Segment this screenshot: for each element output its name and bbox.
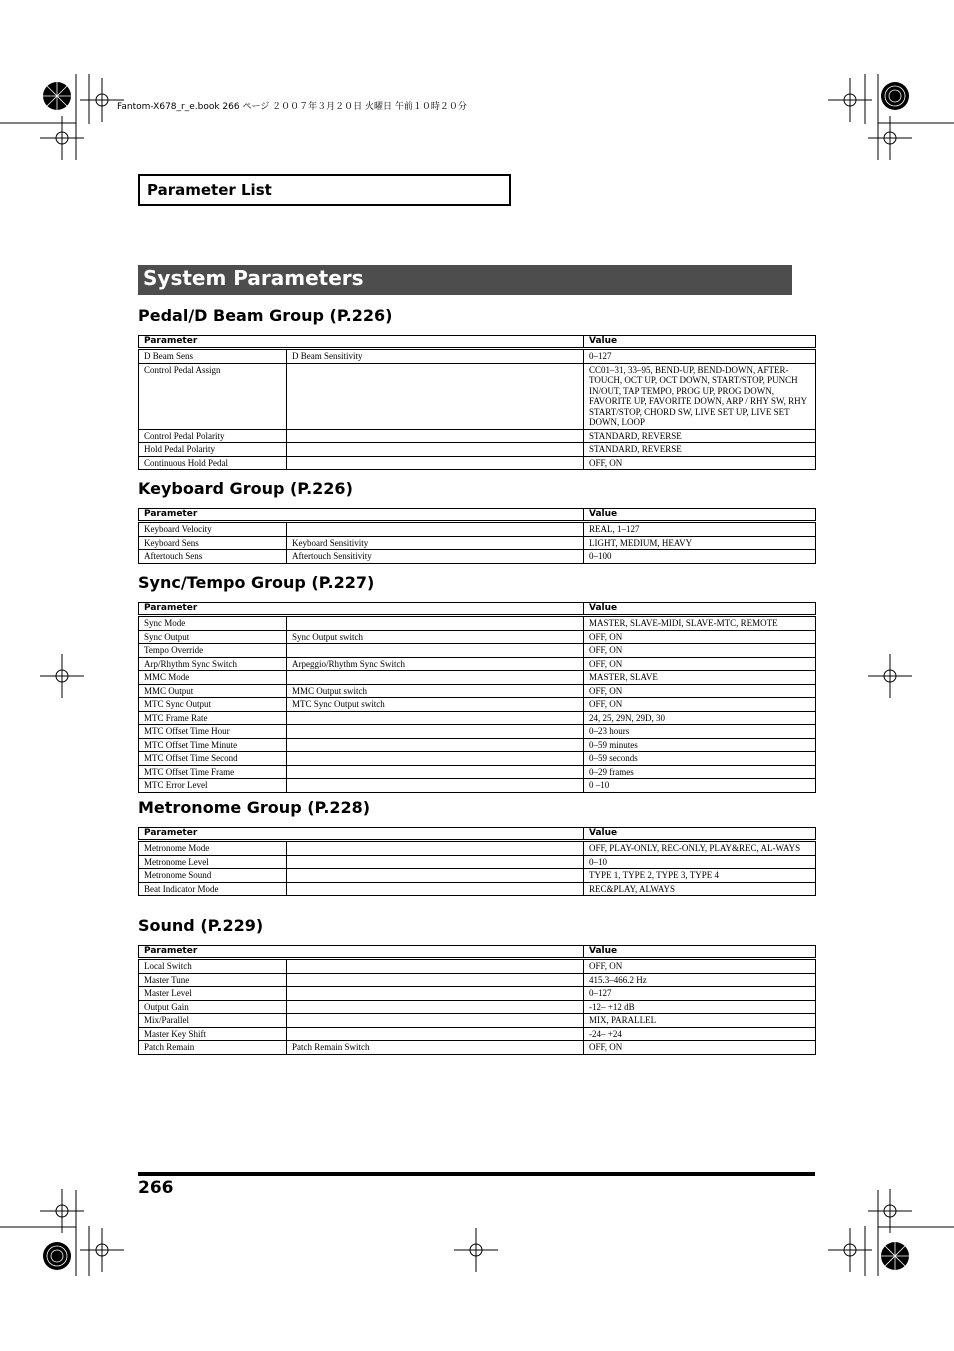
table-row <box>139 349 816 364</box>
table-header-row <box>139 336 816 349</box>
parameter-name: Hold Pedal Polarity <box>139 443 287 457</box>
column-header-parameter: Parameter <box>139 603 584 616</box>
column-header-value: Value <box>584 603 816 616</box>
parameter-value: TYPE 1, TYPE 2, TYPE 3, TYPE 4 <box>584 869 816 883</box>
table-row <box>139 443 816 457</box>
table-header-row <box>139 509 816 522</box>
parameter-value: OFF, ON <box>584 644 816 658</box>
parameter-description <box>287 855 584 869</box>
group-title: Sync/Tempo Group (P.227) <box>138 573 375 592</box>
parameter-value: -12– +12 dB <box>584 1000 816 1014</box>
parameter-description <box>287 752 584 766</box>
parameter-value: 0–23 hours <box>584 725 816 739</box>
parameter-value: -24– +24 <box>584 1027 816 1041</box>
table-row <box>139 841 816 856</box>
parameter-value: 0–59 minutes <box>584 738 816 752</box>
parameter-description <box>287 765 584 779</box>
group-title: Keyboard Group (P.226) <box>138 479 353 498</box>
chapter-header-box <box>138 174 511 206</box>
parameter-table <box>138 508 816 564</box>
parameter-name: Aftertouch Sens <box>139 550 287 564</box>
table-row <box>139 725 816 739</box>
parameter-description: Arpeggio/Rhythm Sync Switch <box>287 657 584 671</box>
parameter-description <box>287 959 584 974</box>
parameter-name: MTC Offset Time Hour <box>139 725 287 739</box>
table-row <box>139 684 816 698</box>
parameter-name: Keyboard Velocity <box>139 522 287 537</box>
parameter-name: Beat Indicator Mode <box>139 882 287 896</box>
parameter-description <box>287 644 584 658</box>
parameter-value: LIGHT, MEDIUM, HEAVY <box>584 536 816 550</box>
table-row <box>139 738 816 752</box>
parameter-value: REAL, 1–127 <box>584 522 816 537</box>
parameter-name: Output Gain <box>139 1000 287 1014</box>
table-row <box>139 536 816 550</box>
parameter-description: MTC Sync Output switch <box>287 698 584 712</box>
column-header-value: Value <box>584 336 816 349</box>
parameter-name: Control Pedal Assign <box>139 363 287 429</box>
table-row <box>139 671 816 685</box>
section-title: System Parameters <box>143 266 364 290</box>
parameter-value: STANDARD, REVERSE <box>584 443 816 457</box>
table-header-row <box>139 946 816 959</box>
parameter-description <box>287 987 584 1001</box>
parameter-value: 0–59 seconds <box>584 752 816 766</box>
parameter-name: Metronome Sound <box>139 869 287 883</box>
parameter-value: OFF, ON <box>584 657 816 671</box>
parameter-description <box>287 1027 584 1041</box>
parameter-name: Master Key Shift <box>139 1027 287 1041</box>
parameter-name: MMC Mode <box>139 671 287 685</box>
parameter-table <box>138 602 816 793</box>
table-row <box>139 1014 816 1028</box>
table-row <box>139 973 816 987</box>
parameter-description: Sync Output switch <box>287 630 584 644</box>
parameter-value: OFF, ON <box>584 630 816 644</box>
table-row <box>139 429 816 443</box>
parameter-description <box>287 725 584 739</box>
column-header-value: Value <box>584 509 816 522</box>
parameter-name: D Beam Sens <box>139 349 287 364</box>
parameter-name: Tempo Override <box>139 644 287 658</box>
parameter-value: 0–127 <box>584 349 816 364</box>
footer-rule <box>138 1172 815 1176</box>
table-row <box>139 1000 816 1014</box>
chapter-label: Parameter List <box>147 181 272 199</box>
parameter-value: REC&PLAY, ALWAYS <box>584 882 816 896</box>
column-header-value: Value <box>584 828 816 841</box>
table-row <box>139 644 816 658</box>
page-number: 266 <box>138 1178 174 1198</box>
parameter-description <box>287 973 584 987</box>
parameter-description <box>287 616 584 631</box>
parameter-table <box>138 945 816 1055</box>
table-row <box>139 855 816 869</box>
column-header-parameter: Parameter <box>139 828 584 841</box>
parameter-description: Aftertouch Sensitivity <box>287 550 584 564</box>
table-row <box>139 882 816 896</box>
column-header-parameter: Parameter <box>139 946 584 959</box>
parameter-name: Control Pedal Polarity <box>139 429 287 443</box>
parameter-value: 0 –10 <box>584 779 816 793</box>
parameter-description: MMC Output switch <box>287 684 584 698</box>
parameter-value: 0–29 frames <box>584 765 816 779</box>
parameter-name: MTC Offset Time Minute <box>139 738 287 752</box>
parameter-name: Sync Output <box>139 630 287 644</box>
parameter-name: MTC Sync Output <box>139 698 287 712</box>
parameter-table <box>138 335 816 470</box>
parameter-name: Arp/Rhythm Sync Switch <box>139 657 287 671</box>
table-row <box>139 363 816 429</box>
parameter-name: MMC Output <box>139 684 287 698</box>
table-row <box>139 869 816 883</box>
parameter-name: Sync Mode <box>139 616 287 631</box>
parameter-description <box>287 1000 584 1014</box>
table-row <box>139 616 816 631</box>
parameter-value: MIX, PARALLEL <box>584 1014 816 1028</box>
parameter-name: MTC Frame Rate <box>139 711 287 725</box>
parameter-value: STANDARD, REVERSE <box>584 429 816 443</box>
group-title: Metronome Group (P.228) <box>138 798 371 817</box>
parameter-name: Local Switch <box>139 959 287 974</box>
parameter-name: MTC Offset Time Second <box>139 752 287 766</box>
column-header-parameter: Parameter <box>139 336 584 349</box>
table-header-row <box>139 828 816 841</box>
parameter-value: 24, 25, 29N, 29D, 30 <box>584 711 816 725</box>
parameter-description <box>287 841 584 856</box>
column-header-value: Value <box>584 946 816 959</box>
parameter-value: OFF, ON <box>584 456 816 470</box>
table-row <box>139 522 816 537</box>
parameter-name: Metronome Level <box>139 855 287 869</box>
parameter-value: CC01–31, 33–95, BEND-UP, BEND-DOWN, AFTER-TOUCH, OCT UP, OCT DOWN, START/STOP, PUNCH IN/OUT, TAP TEMPO, PROG UP, PROG DOWN, FAVORITE UP, FAVORITE DOWN, ARP / RHY SW, RHY START/STOP, CHORD SW, LIVE SET UP, LIVE SET DOWN, LOOP <box>584 363 816 429</box>
parameter-description <box>287 869 584 883</box>
table-row <box>139 987 816 1001</box>
parameter-value: MASTER, SLAVE-MIDI, SLAVE-MTC, REMOTE <box>584 616 816 631</box>
parameter-value: OFF, ON <box>584 698 816 712</box>
parameter-value: 0–127 <box>584 987 816 1001</box>
table-row <box>139 550 816 564</box>
parameter-name: Continuous Hold Pedal <box>139 456 287 470</box>
parameter-description <box>287 443 584 457</box>
parameter-description <box>287 882 584 896</box>
table-row <box>139 1041 816 1055</box>
table-row <box>139 630 816 644</box>
table-row <box>139 752 816 766</box>
parameter-description: D Beam Sensitivity <box>287 349 584 364</box>
parameter-description: Patch Remain Switch <box>287 1041 584 1055</box>
parameter-value: OFF, PLAY-ONLY, REC-ONLY, PLAY&REC, AL-WAYS <box>584 841 816 856</box>
parameter-description <box>287 456 584 470</box>
table-row <box>139 765 816 779</box>
parameter-value: MASTER, SLAVE <box>584 671 816 685</box>
parameter-name: Patch Remain <box>139 1041 287 1055</box>
parameter-name: MTC Offset Time Frame <box>139 765 287 779</box>
parameter-name: Master Level <box>139 987 287 1001</box>
parameter-description <box>287 711 584 725</box>
table-row <box>139 657 816 671</box>
table-row <box>139 779 816 793</box>
table-row <box>139 1027 816 1041</box>
parameter-name: Master Tune <box>139 973 287 987</box>
section-title-bar <box>138 265 792 295</box>
parameter-value: 0–100 <box>584 550 816 564</box>
parameter-table <box>138 827 816 896</box>
parameter-name: MTC Error Level <box>139 779 287 793</box>
group-title: Sound (P.229) <box>138 916 264 935</box>
group-title: Pedal/D Beam Group (P.226) <box>138 306 393 325</box>
parameter-value: OFF, ON <box>584 1041 816 1055</box>
table-row <box>139 711 816 725</box>
parameter-value: OFF, ON <box>584 684 816 698</box>
table-row <box>139 456 816 470</box>
parameter-description <box>287 363 584 429</box>
table-row <box>139 698 816 712</box>
parameter-description <box>287 1014 584 1028</box>
parameter-description <box>287 779 584 793</box>
column-header-parameter: Parameter <box>139 509 584 522</box>
table-row <box>139 959 816 974</box>
parameter-description <box>287 671 584 685</box>
parameter-value: 415.3–466.2 Hz <box>584 973 816 987</box>
parameter-value: OFF, ON <box>584 959 816 974</box>
parameter-description <box>287 522 584 537</box>
table-header-row <box>139 603 816 616</box>
parameter-value: 0–10 <box>584 855 816 869</box>
parameter-name: Mix/Parallel <box>139 1014 287 1028</box>
parameter-description <box>287 429 584 443</box>
parameter-name: Metronome Mode <box>139 841 287 856</box>
parameter-description <box>287 738 584 752</box>
parameter-name: Keyboard Sens <box>139 536 287 550</box>
parameter-description: Keyboard Sensitivity <box>287 536 584 550</box>
print-header: Fantom-X678_r_e.book 266 ページ ２００７年３月２０日 火曜日 午前１０時２０分 <box>117 102 467 112</box>
